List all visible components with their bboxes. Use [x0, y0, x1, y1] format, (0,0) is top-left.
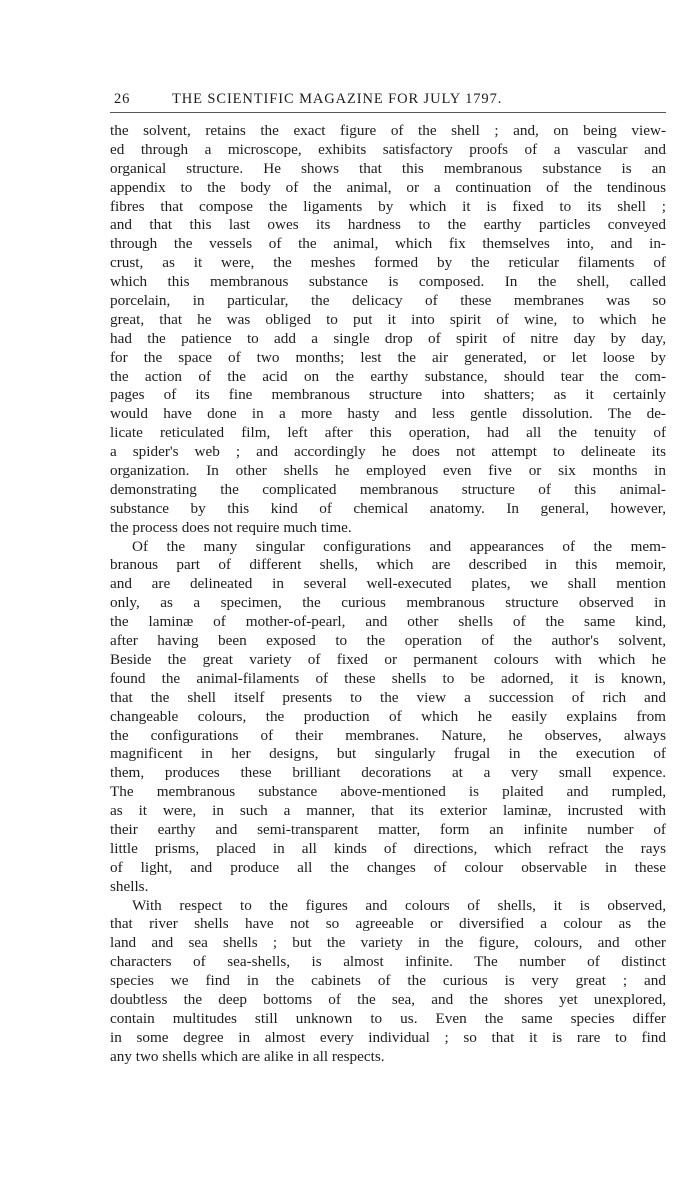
text-line: branous part of different shells, which are described in this memoir, — [110, 556, 666, 574]
text-line: for the space of two months; lest the air generated, or let loose by — [110, 348, 666, 366]
page — [110, 88, 666, 1067]
text-line: organical structure. He shows that this membranous substance is an — [110, 159, 666, 177]
text-line: pages of its fine membranous structure into shatters; as it certainly — [110, 386, 666, 404]
text-line: great, that he was obliged to put it into spirit of wine, to which he — [110, 310, 666, 328]
text-line: contain multitudes still unknown to us. Even the same species differ — [110, 1009, 666, 1027]
text-line: The membranous substance above-mentioned is plaited and rumpled, — [110, 783, 666, 801]
text-line: Beside the great variety of fixed or permanent colours with which he — [110, 650, 666, 668]
text-line: changeable colours, the production of which he easily explains from — [110, 707, 666, 725]
text-line: a spider's web ; and accordingly he does not attempt to delineate its — [110, 443, 666, 461]
running-head — [110, 88, 666, 110]
text-line: the laminæ of mother-of-pearl, and other shells of the same kind, — [110, 613, 666, 631]
text-line: species we find in the cabinets of the curious is very great ; and — [110, 972, 666, 990]
text-line: crust, as it were, the meshes formed by the reticular filaments of — [110, 254, 666, 272]
text-line: magnificent in her designs, but singularly frugal in the execution of — [110, 745, 666, 763]
text-line: porcelain, in particular, the delicacy of these membranes was so — [110, 292, 666, 310]
text-line: demonstrating the complicated membranous structure of this animal- — [110, 480, 666, 498]
text-line: little prisms, placed in all kinds of directions, which refract the rays — [110, 839, 666, 857]
text-line: characters of sea-shells, is almost infinite. The number of distinct — [110, 953, 666, 971]
text-line: substance by this kind of chemical anatomy. In general, however, — [110, 499, 666, 517]
text-line: found the animal-filaments of these shells to be adorned, it is known, — [110, 669, 666, 687]
text-line: and that this last owes its hardness to the earthy particles conveyed — [110, 216, 666, 234]
text-line: With respect to the figures and colours of shells, it is observed, — [132, 896, 666, 914]
text-line: had the patience to add a single drop of spirit of nitre day by day, — [110, 329, 666, 347]
paragraph — [110, 538, 666, 897]
paragraph — [110, 122, 666, 538]
text-line: after having been exposed to the operation of the author's solvent, — [110, 632, 666, 650]
text-line: that the shell itself presents to the view a succession of rich and — [110, 688, 666, 706]
text-line: which this membranous substance is composed. In the shell, called — [110, 273, 666, 291]
text-line: shells. — [110, 877, 149, 895]
text-line: would have done in a more hasty and less gentle dissolution. The de- — [110, 405, 666, 423]
article-body — [110, 122, 666, 1067]
header-rule — [110, 112, 666, 113]
text-line: that river shells have not so agreeable or diversified a colour as the — [110, 915, 666, 933]
text-line: fibres that compose the ligaments by which it is fixed to its shell ; — [110, 197, 666, 215]
text-line: the configurations of their membranes. Nature, he observes, always — [110, 726, 666, 744]
text-line: through the vessels of the animal, which fix themselves into, and in- — [110, 235, 666, 253]
text-line: in some degree in almost every individual ; so that it is rare to find — [110, 1028, 666, 1046]
text-line: land and sea shells ; but the variety in the figure, colours, and other — [110, 934, 666, 952]
page-number: 26 — [114, 91, 131, 107]
text-line: organization. In other shells he employed even five or six months in — [110, 462, 666, 480]
text-line: appendix to the body of the animal, or a continuation of the tendinous — [110, 178, 666, 196]
text-line: them, produces these brilliant decorations at a very small expence. — [110, 764, 666, 782]
text-line: and are delineated in several well-executed plates, we shall mention — [110, 575, 666, 593]
text-line: their earthy and semi-transparent matter, form an infinite number of — [110, 820, 666, 838]
text-line: Of the many singular configurations and appearances of the mem- — [132, 537, 666, 555]
text-line: ed through a microscope, exhibits satisfactory proofs of a vascular and — [110, 140, 666, 158]
paragraph — [110, 897, 666, 1067]
text-line: only, as a specimen, the curious membranous structure observed in — [110, 594, 666, 612]
text-line: the solvent, retains the exact figure of the shell ; and, on being view- — [110, 122, 666, 139]
running-title: THE SCIENTIFIC MAGAZINE FOR JULY 1797. — [172, 91, 503, 107]
text-line: of light, and produce all the changes of colour observable in these — [110, 858, 666, 876]
text-line: licate reticulated film, left after this operation, had all the tenuity of — [110, 424, 666, 442]
text-line: doubtless the deep bottoms of the sea, and the shores yet unexplored, — [110, 990, 666, 1008]
text-line: as it were, in such a manner, that its exterior laminæ, incrusted with — [110, 802, 666, 820]
text-line: the action of the acid on the earthy substance, should tear the com- — [110, 367, 666, 385]
text-line: any two shells which are alike in all respects. — [110, 1047, 385, 1065]
text-line: the process does not require much time. — [110, 518, 352, 536]
